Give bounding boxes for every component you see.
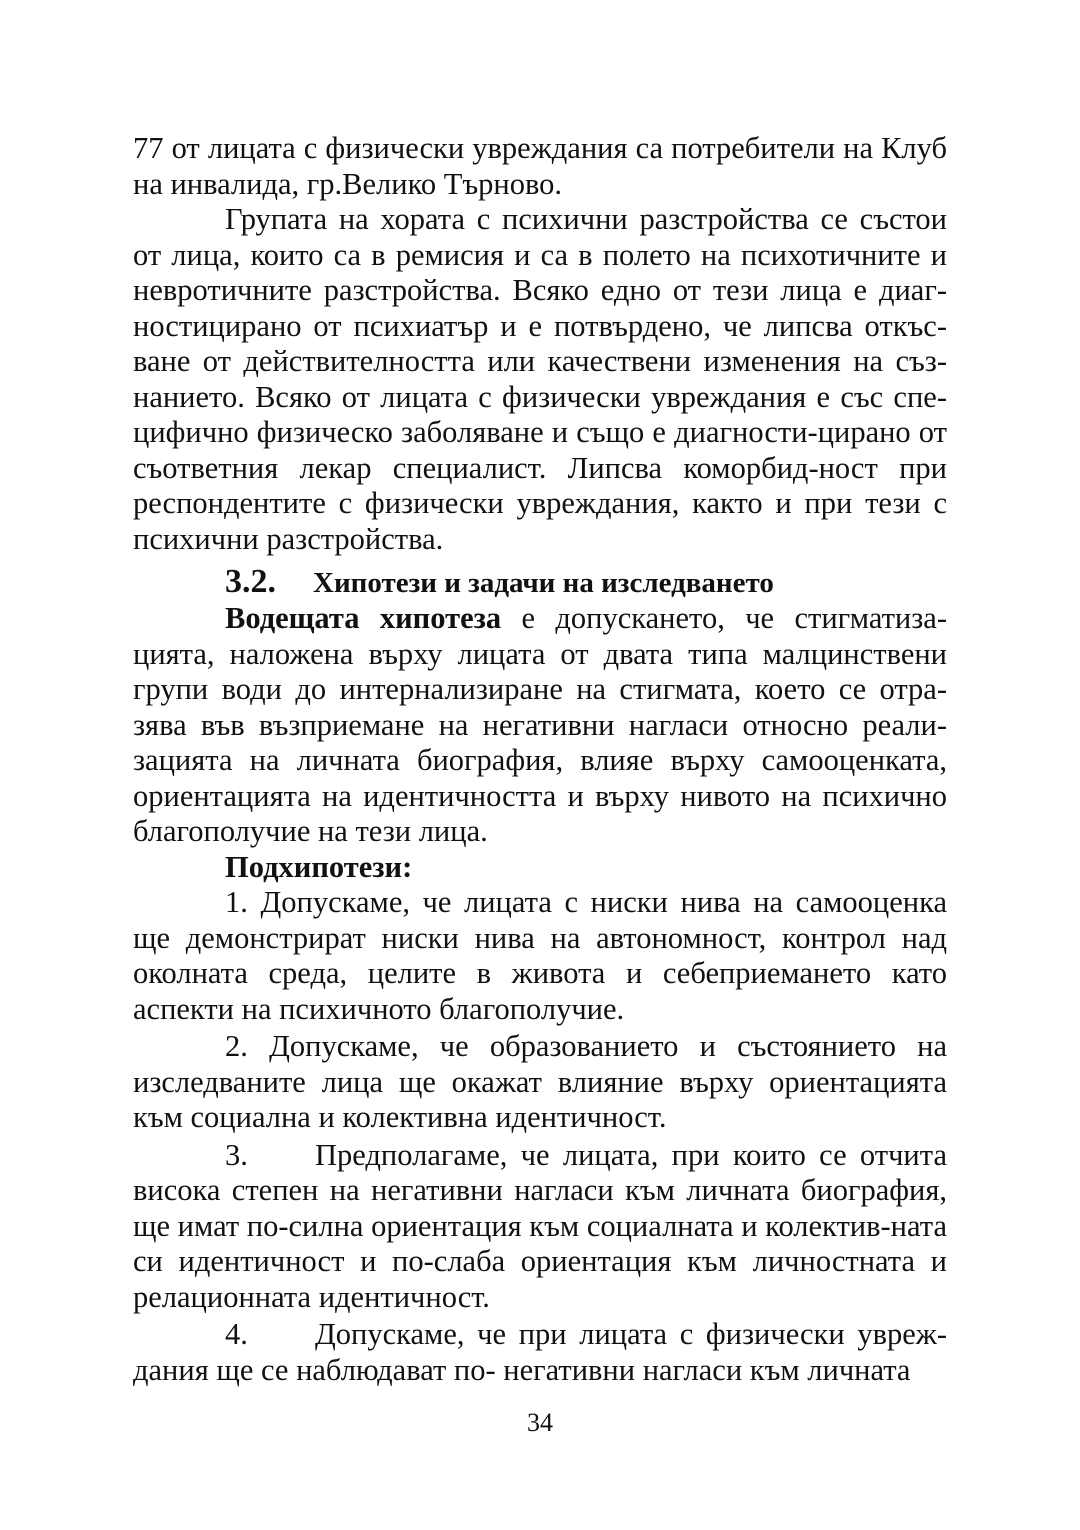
paragraph-groups: Групата на хората с психични разстройства се състои от лица, които са в ремисия и са в полето на психотичните и невротичните разстройства. Всяко едно от тези лица е диаг-ностицирано от психиатър и е потвърдено, че липсва откъс-ване от действителността или качествени изменения на съз-нанието. Всяко от лицата с физически увреждания е със спе-цифично физическо заболяване и също е диагности-цирано от съответния лекар специалист. Липсва коморбид-ност при респондентите с физически увреждания, както и при тези с психични разстройства. [133, 202, 947, 556]
subhypothesis-number: 1. [225, 885, 248, 919]
subhypothesis-text: Допускаме, че при лицата с физически увреж-дания ще се наблюдават по- негативни нагласи към личната [133, 1317, 947, 1387]
main-hypothesis-text: е допускането, че стигматиза-цията, наложена върху лицата от двата типа малцинствени групи води до интернализиране на стигмата, което се отра-зява във възприемане на негативни нагласи относно реали-зацията на личната биография, влияе върху самооценката, ориентацията на идентичността и върху нивото на психично благополучие на тези лица. [133, 601, 947, 848]
section-number: 3.2. [225, 563, 276, 600]
subhypothesis-number: 2. [225, 1029, 248, 1063]
section-heading [133, 559, 947, 601]
subhypothesis-number: 3. [225, 1137, 248, 1172]
main-hypothesis-lead: Водещата хипотеза [225, 601, 502, 635]
paragraph-intro: 77 от лицата с физически увреждания са потребители на Клуб на инвалида, гр.Велико Търново. [133, 131, 947, 201]
subhypothesis-text: Допускаме, че лицата с ниски нива на самооценка ще демонстрират ниски нива на автономност, контрол над околната среда, целите в живота и себеприемането като аспекти на психичното благополучие. [133, 885, 947, 1026]
subhypothesis-item [133, 885, 947, 1027]
section-title: Хипотези и задачи на изследването [313, 567, 774, 599]
subhypothesis-item [133, 1138, 947, 1316]
subhypothesis-number: 4. [225, 1317, 248, 1351]
document-page [133, 131, 947, 1388]
subhypothesis-text: Допускаме, че образованието и състоянието на изследваните лица ще окажат влияние върху ориентацията към социална и колективна идентичност. [133, 1029, 947, 1134]
subhypothesis-text: Предполагаме, че лицата, при които се отчита висока степен на негативни нагласи към личната биография, ще имат по-силна ориентация към социалната и колектив-ната си идентичност и по-слаба ориентация към личностната и релационната идентичност. [133, 1137, 947, 1314]
subhypothesis-item [133, 1317, 947, 1388]
subhypotheses-heading: Подхипотези: [225, 849, 413, 884]
page-number: 34 [527, 1408, 553, 1437]
subhypothesis-item [133, 1029, 947, 1136]
paragraph-main-hypothesis [133, 601, 947, 850]
